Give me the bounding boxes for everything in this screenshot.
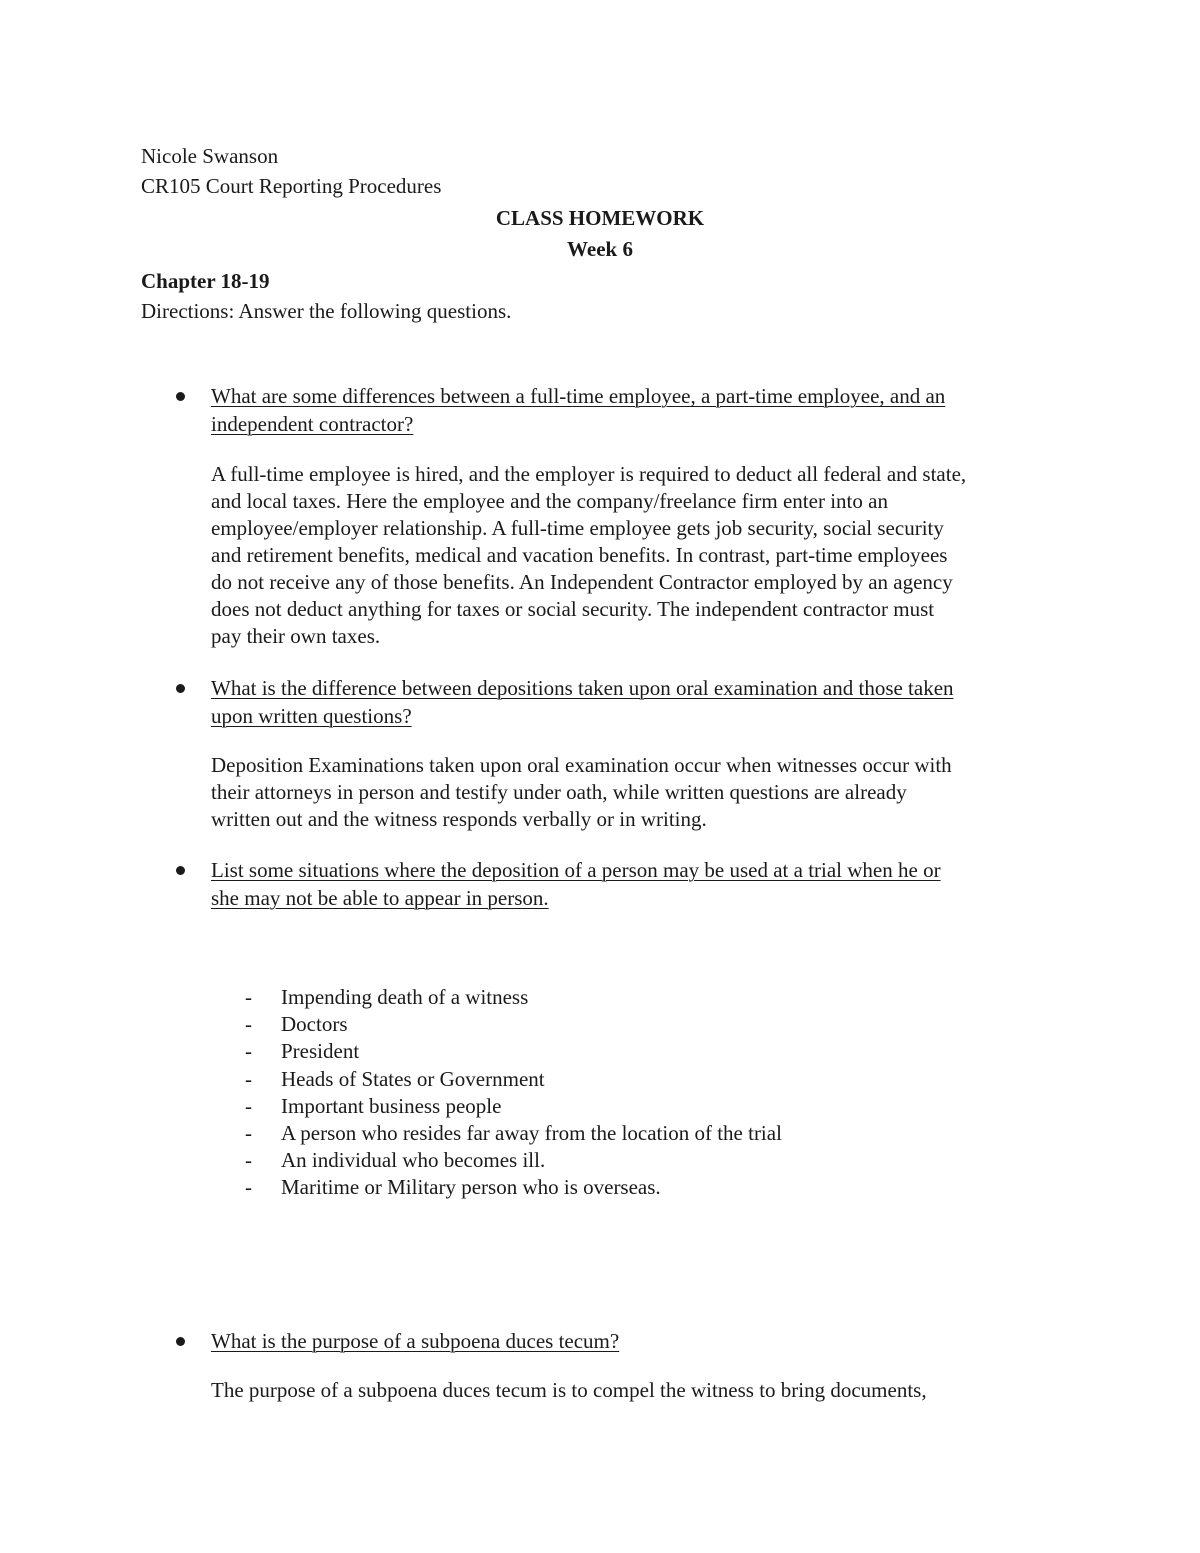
question-2-line-1: What is the difference between depositions taken upon oral examination and those taken bbox=[211, 676, 954, 700]
list-item-text: Maritime or Military person who is overseas. bbox=[281, 1175, 661, 1200]
dash-marker: - bbox=[245, 1012, 252, 1037]
list-item-text: Impending death of a witness bbox=[281, 985, 529, 1009]
answer-2 bbox=[211, 752, 952, 833]
answer-line: their attorneys in person and testify under oath, while written questions are already bbox=[211, 780, 907, 804]
student-name: Nicole Swanson bbox=[141, 144, 279, 168]
question-4-line-1: What is the purpose of a subpoena duces tecum? bbox=[211, 1329, 620, 1353]
answer-1 bbox=[211, 461, 966, 650]
directions: Directions: Answer the following questions. bbox=[141, 299, 512, 323]
chapter-heading: Chapter 18-19 bbox=[141, 269, 270, 293]
dash-marker: - bbox=[245, 1175, 252, 1200]
question-3-line-2: she may not be able to appear in person. bbox=[211, 885, 549, 910]
week-label: Week 6 bbox=[567, 237, 633, 261]
answer-4 bbox=[211, 1377, 927, 1404]
answer-line: employee/employer relationship. A full-time employee gets job security, social security bbox=[211, 516, 944, 540]
bullet-icon bbox=[176, 684, 185, 693]
question-1-line-2: independent contractor? bbox=[211, 411, 414, 436]
answer-line: does not deduct anything for taxes or social security. The independent contractor must bbox=[211, 597, 935, 621]
answer-line: Deposition Examinations taken upon oral examination occur when witnesses occur with bbox=[211, 753, 952, 777]
list-item-text: Important business people bbox=[281, 1093, 502, 1118]
answer-line: and local taxes. Here the employee and the company/freelance firm enter into an bbox=[211, 489, 888, 513]
dash-marker: - bbox=[245, 1121, 252, 1146]
question-1 bbox=[211, 383, 945, 438]
list-item-text: An individual who becomes ill. bbox=[281, 1148, 546, 1173]
question-3 bbox=[211, 857, 941, 912]
bullet-icon bbox=[176, 866, 185, 875]
course-name: CR105 Court Reporting Procedures bbox=[141, 174, 442, 198]
answer-line: written out and the witness responds verbally or in writing. bbox=[211, 807, 707, 831]
question-1-line-1: What are some differences between a full-time employee, a part-time employee, and an bbox=[211, 384, 946, 408]
list-item-text: President bbox=[281, 1039, 360, 1064]
list-item-text: Heads of States or Government bbox=[281, 1066, 545, 1091]
answer-line: do not receive any of those benefits. An Independent Contractor employed by an agency bbox=[211, 570, 953, 594]
question-4 bbox=[211, 1328, 619, 1356]
bullet-icon bbox=[176, 1337, 185, 1346]
answer-line: and retirement benefits, medical and vacation benefits. In contrast, part-time employees bbox=[211, 543, 948, 567]
answer-line: A full-time employee is hired, and the employer is required to deduct all federal and state, bbox=[211, 462, 967, 486]
list-item-text: Doctors bbox=[281, 1012, 348, 1037]
answer-line: pay their own taxes. bbox=[211, 624, 381, 648]
list-item bbox=[245, 984, 782, 1202]
dash-marker: - bbox=[245, 1039, 252, 1064]
dash-marker: - bbox=[245, 1093, 252, 1118]
list-item-text: A person who resides far away from the location of the trial bbox=[281, 1121, 782, 1146]
dash-marker: - bbox=[245, 985, 252, 1009]
dash-marker: - bbox=[245, 1066, 252, 1091]
document-title: CLASS HOMEWORK bbox=[495, 206, 705, 230]
question-3-line-1: List some situations where the deposition of a person may be used at a trial when he or bbox=[211, 858, 941, 882]
question-2 bbox=[211, 675, 954, 730]
dash-marker: - bbox=[245, 1148, 252, 1173]
bullet-icon bbox=[176, 392, 185, 401]
answer-line: The purpose of a subpoena duces tecum is to compel the witness to bring documents, bbox=[211, 1378, 927, 1402]
question-2-line-2: upon written questions? bbox=[211, 703, 412, 728]
